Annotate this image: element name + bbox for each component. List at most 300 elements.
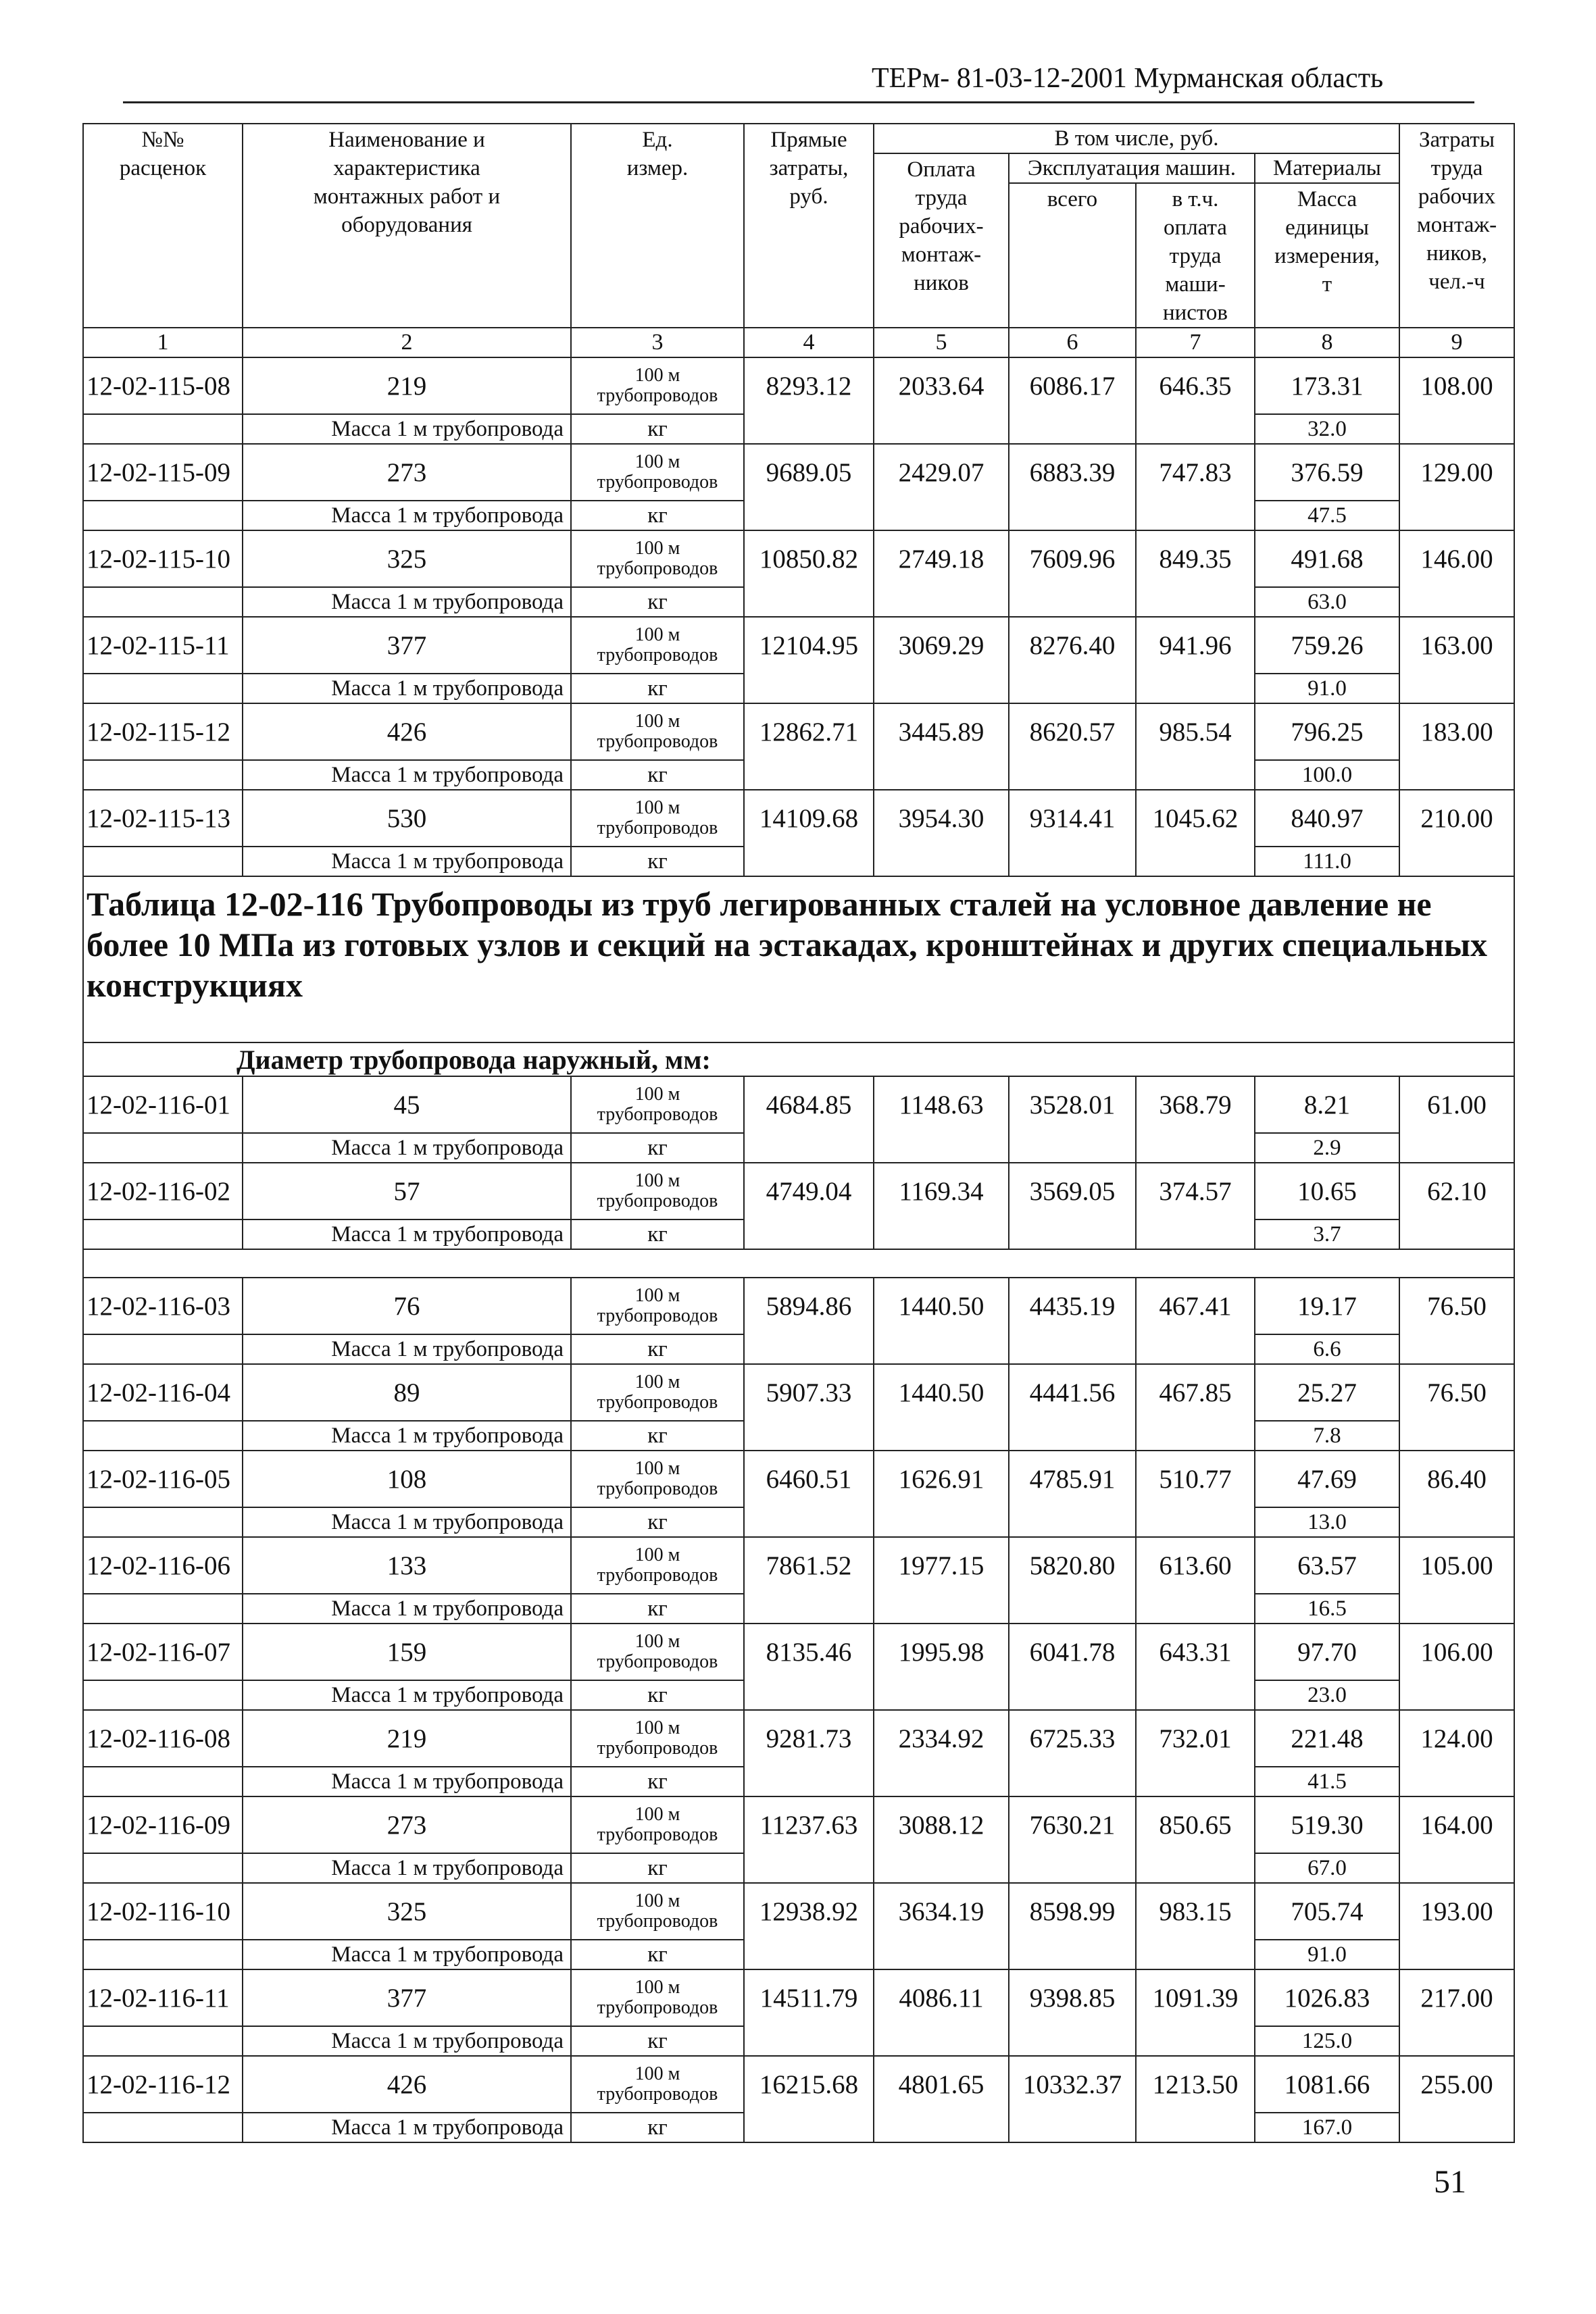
row-spacer xyxy=(1009,1680,1136,1710)
mass-unit: кг xyxy=(571,1334,744,1364)
mass-label: Масса 1 м трубопровода xyxy=(243,1133,571,1163)
mass-label: Масса 1 м трубопровода xyxy=(243,1421,571,1451)
labor-pay: 2334.92 xyxy=(874,1710,1009,1767)
table-row xyxy=(83,1796,1514,1853)
mass-value: 6.6 xyxy=(1255,1334,1399,1364)
row-spacer xyxy=(1399,674,1514,703)
row-spacer xyxy=(744,1133,874,1163)
labor-hours: 108.00 xyxy=(1399,357,1514,414)
row-spacer xyxy=(874,587,1009,617)
row-spacer xyxy=(874,847,1009,876)
direct-cost: 12938.92 xyxy=(744,1883,874,1940)
machinist-pay: 467.41 xyxy=(1136,1278,1255,1334)
pipe-diameter: 108 xyxy=(243,1451,571,1507)
table-row-mass xyxy=(83,1680,1514,1710)
machine-cost: 4441.56 xyxy=(1009,1364,1136,1421)
pipe-diameter: 219 xyxy=(243,357,571,414)
materials-cost: 173.31 xyxy=(1255,357,1399,414)
table-row xyxy=(83,617,1514,674)
col-number: 5 xyxy=(874,328,1009,357)
unit-cell: 100 м трубопроводов xyxy=(571,1076,744,1133)
unit-cell: 100 м трубопроводов xyxy=(571,1537,744,1594)
direct-cost: 14109.68 xyxy=(744,790,874,847)
rate-code: 12-02-116-06 xyxy=(83,1537,243,1594)
row-spacer xyxy=(1399,414,1514,444)
unit-cell: 100 м трубопроводов xyxy=(571,1364,744,1421)
machine-cost: 6041.78 xyxy=(1009,1624,1136,1680)
mass-unit: кг xyxy=(571,1940,744,1969)
price-table xyxy=(82,123,1515,2143)
row-spacer xyxy=(744,1507,874,1537)
row-spacer xyxy=(83,674,243,703)
row-spacer xyxy=(1136,1594,1255,1624)
labor-pay: 1440.50 xyxy=(874,1278,1009,1334)
pipe-diameter: 377 xyxy=(243,1969,571,2026)
row-spacer xyxy=(874,2113,1009,2142)
diameter-subheader: Диаметр трубопровода наружный, мм: xyxy=(83,1042,1514,1076)
document-header: ТЕРм- 81-03-12-2001 Мурманская область xyxy=(872,63,1384,94)
direct-cost: 11237.63 xyxy=(744,1796,874,1853)
row-spacer xyxy=(1009,1507,1136,1537)
mass-unit: кг xyxy=(571,760,744,790)
unit-cell: 100 м трубопроводов xyxy=(571,1710,744,1767)
direct-cost: 14511.79 xyxy=(744,1969,874,2026)
row-spacer xyxy=(874,1133,1009,1163)
mass-unit: кг xyxy=(571,501,744,530)
table-row xyxy=(83,2056,1514,2113)
mass-value: 3.7 xyxy=(1255,1219,1399,1249)
machinist-pay: 747.83 xyxy=(1136,444,1255,501)
row-spacer xyxy=(1136,1767,1255,1796)
machine-cost: 8276.40 xyxy=(1009,617,1136,674)
machine-cost: 6086.17 xyxy=(1009,357,1136,414)
unit-cell: 100 м трубопроводов xyxy=(571,1969,744,2026)
mass-value: 167.0 xyxy=(1255,2113,1399,2142)
row-spacer xyxy=(1399,1334,1514,1364)
mass-label: Масса 1 м трубопровода xyxy=(243,847,571,876)
pipe-diameter: 76 xyxy=(243,1278,571,1334)
col-header-pay: Оплата труда рабочих- монтаж- ников xyxy=(874,153,1009,328)
row-spacer xyxy=(83,2113,243,2142)
mass-label: Масса 1 м трубопровода xyxy=(243,1219,571,1249)
row-spacer xyxy=(83,1334,243,1364)
machinist-pay: 983.15 xyxy=(1136,1883,1255,1940)
machinist-pay: 643.31 xyxy=(1136,1624,1255,1680)
row-spacer xyxy=(874,1219,1009,1249)
materials-cost: 759.26 xyxy=(1255,617,1399,674)
table-row xyxy=(83,1076,1514,1133)
materials-cost: 97.70 xyxy=(1255,1624,1399,1680)
row-spacer xyxy=(83,847,243,876)
labor-hours: 106.00 xyxy=(1399,1624,1514,1680)
mass-label: Масса 1 м трубопровода xyxy=(243,1507,571,1537)
row-spacer xyxy=(1009,1421,1136,1451)
row-spacer xyxy=(83,1594,243,1624)
unit-cell: 100 м трубопроводов xyxy=(571,1796,744,1853)
materials-cost: 491.68 xyxy=(1255,530,1399,587)
row-spacer xyxy=(744,1594,874,1624)
col-header-code: №№ расценок xyxy=(83,124,243,328)
materials-cost: 519.30 xyxy=(1255,1796,1399,1853)
table-row xyxy=(83,1969,1514,2026)
col-header-machinist-pay: в т.ч. оплата труда маши- нистов xyxy=(1136,183,1255,328)
labor-pay: 1440.50 xyxy=(874,1364,1009,1421)
machinist-pay: 850.65 xyxy=(1136,1796,1255,1853)
machinist-pay: 732.01 xyxy=(1136,1710,1255,1767)
rate-code: 12-02-115-11 xyxy=(83,617,243,674)
rate-code: 12-02-116-07 xyxy=(83,1624,243,1680)
pipe-diameter: 159 xyxy=(243,1624,571,1680)
row-spacer xyxy=(1136,1334,1255,1364)
row-spacer xyxy=(874,414,1009,444)
machine-cost: 9398.85 xyxy=(1009,1969,1136,2026)
mass-value: 91.0 xyxy=(1255,674,1399,703)
labor-pay: 2033.64 xyxy=(874,357,1009,414)
machine-cost: 7609.96 xyxy=(1009,530,1136,587)
row-spacer xyxy=(744,2026,874,2056)
row-spacer xyxy=(874,1853,1009,1883)
row-spacer xyxy=(1399,2113,1514,2142)
table-row-mass xyxy=(83,1507,1514,1537)
table-row-mass xyxy=(83,1940,1514,1969)
direct-cost: 5894.86 xyxy=(744,1278,874,1334)
row-spacer xyxy=(1009,587,1136,617)
rate-code: 12-02-116-01 xyxy=(83,1076,243,1133)
labor-pay: 2429.07 xyxy=(874,444,1009,501)
table-row-mass xyxy=(83,414,1514,444)
row-spacer xyxy=(1009,1767,1136,1796)
row-gap xyxy=(83,1249,1514,1278)
direct-cost: 8293.12 xyxy=(744,357,874,414)
unit-cell: 100 м трубопроводов xyxy=(571,1451,744,1507)
row-spacer xyxy=(1136,501,1255,530)
mass-label: Масса 1 м трубопровода xyxy=(243,1767,571,1796)
rate-code: 12-02-116-12 xyxy=(83,2056,243,2113)
mass-unit: кг xyxy=(571,1853,744,1883)
rate-code: 12-02-116-11 xyxy=(83,1969,243,2026)
labor-hours: 129.00 xyxy=(1399,444,1514,501)
machine-cost: 3569.05 xyxy=(1009,1163,1136,1219)
rate-code: 12-02-115-12 xyxy=(83,703,243,760)
mass-value: 23.0 xyxy=(1255,1680,1399,1710)
machinist-pay: 849.35 xyxy=(1136,530,1255,587)
labor-pay: 3069.29 xyxy=(874,617,1009,674)
machinist-pay: 368.79 xyxy=(1136,1076,1255,1133)
pipe-diameter: 530 xyxy=(243,790,571,847)
row-spacer xyxy=(1399,1853,1514,1883)
table-row-mass xyxy=(83,1853,1514,1883)
pipe-diameter: 273 xyxy=(243,1796,571,1853)
row-spacer xyxy=(1399,760,1514,790)
pipe-diameter: 57 xyxy=(243,1163,571,1219)
table-row-mass xyxy=(83,1767,1514,1796)
row-spacer xyxy=(1009,1133,1136,1163)
labor-pay: 1148.63 xyxy=(874,1076,1009,1133)
row-spacer xyxy=(744,414,874,444)
mass-label: Масса 1 м трубопровода xyxy=(243,1940,571,1969)
row-spacer xyxy=(1399,501,1514,530)
row-spacer xyxy=(874,1594,1009,1624)
direct-cost: 8135.46 xyxy=(744,1624,874,1680)
table-row xyxy=(83,530,1514,587)
labor-hours: 146.00 xyxy=(1399,530,1514,587)
table-row-mass xyxy=(83,1594,1514,1624)
row-spacer xyxy=(1399,1133,1514,1163)
row-spacer xyxy=(1136,760,1255,790)
row-spacer xyxy=(1399,587,1514,617)
row-spacer xyxy=(83,501,243,530)
row-spacer xyxy=(744,674,874,703)
rate-code: 12-02-116-09 xyxy=(83,1796,243,1853)
mass-value: 16.5 xyxy=(1255,1594,1399,1624)
row-spacer xyxy=(744,1853,874,1883)
table-row-mass xyxy=(83,760,1514,790)
unit-cell: 100 м трубопроводов xyxy=(571,790,744,847)
labor-pay: 1169.34 xyxy=(874,1163,1009,1219)
mass-unit: кг xyxy=(571,1133,744,1163)
row-spacer xyxy=(1009,760,1136,790)
page-number: 51 xyxy=(1434,2164,1466,2200)
machinist-pay: 1045.62 xyxy=(1136,790,1255,847)
row-spacer xyxy=(874,1334,1009,1364)
labor-hours: 61.00 xyxy=(1399,1076,1514,1133)
pipe-diameter: 377 xyxy=(243,617,571,674)
direct-cost: 5907.33 xyxy=(744,1364,874,1421)
machine-cost: 4435.19 xyxy=(1009,1278,1136,1334)
pipe-diameter: 45 xyxy=(243,1076,571,1133)
table-row-mass xyxy=(83,501,1514,530)
row-spacer xyxy=(1009,674,1136,703)
table-row xyxy=(83,1364,1514,1421)
col-number: 8 xyxy=(1255,328,1399,357)
mass-value: 41.5 xyxy=(1255,1767,1399,1796)
unit-cell: 100 м трубопроводов xyxy=(571,2056,744,2113)
header-rule xyxy=(123,101,1474,103)
mass-value: 100.0 xyxy=(1255,760,1399,790)
row-spacer xyxy=(1136,414,1255,444)
rate-code: 12-02-115-08 xyxy=(83,357,243,414)
row-spacer xyxy=(744,1767,874,1796)
row-spacer xyxy=(1399,847,1514,876)
col-number: 3 xyxy=(571,328,744,357)
mass-label: Масса 1 м трубопровода xyxy=(243,1334,571,1364)
materials-cost: 1081.66 xyxy=(1255,2056,1399,2113)
labor-pay: 3445.89 xyxy=(874,703,1009,760)
pipe-diameter: 325 xyxy=(243,530,571,587)
row-spacer xyxy=(1009,414,1136,444)
unit-cell: 100 м трубопроводов xyxy=(571,1624,744,1680)
row-spacer xyxy=(1009,1334,1136,1364)
mass-unit: кг xyxy=(571,1680,744,1710)
col-header-materials: Материалы xyxy=(1255,153,1399,183)
rate-code: 12-02-115-13 xyxy=(83,790,243,847)
table-row xyxy=(83,790,1514,847)
mass-value: 13.0 xyxy=(1255,1507,1399,1537)
machine-cost: 6725.33 xyxy=(1009,1710,1136,1767)
mass-unit: кг xyxy=(571,847,744,876)
mass-label: Масса 1 м трубопровода xyxy=(243,501,571,530)
mass-value: 2.9 xyxy=(1255,1133,1399,1163)
row-spacer xyxy=(1136,1507,1255,1537)
pipe-diameter: 133 xyxy=(243,1537,571,1594)
row-spacer xyxy=(1009,1940,1136,1969)
unit-cell: 100 м трубопроводов xyxy=(571,1278,744,1334)
row-spacer xyxy=(1399,1594,1514,1624)
mass-label: Масса 1 м трубопровода xyxy=(243,674,571,703)
table-row-mass xyxy=(83,1334,1514,1364)
mass-value: 32.0 xyxy=(1255,414,1399,444)
mass-label: Масса 1 м трубопровода xyxy=(243,1680,571,1710)
row-spacer xyxy=(1009,847,1136,876)
row-spacer xyxy=(83,1421,243,1451)
col-header-direct: Прямые затраты, руб. xyxy=(744,124,874,328)
labor-hours: 76.50 xyxy=(1399,1278,1514,1334)
row-spacer xyxy=(83,1219,243,1249)
labor-pay: 3634.19 xyxy=(874,1883,1009,1940)
rate-code: 12-02-115-10 xyxy=(83,530,243,587)
table-row xyxy=(83,1624,1514,1680)
labor-hours: 255.00 xyxy=(1399,2056,1514,2113)
pipe-diameter: 273 xyxy=(243,444,571,501)
rate-code: 12-02-116-02 xyxy=(83,1163,243,1219)
pipe-diameter: 426 xyxy=(243,2056,571,2113)
rate-code: 12-02-116-04 xyxy=(83,1364,243,1421)
mass-unit: кг xyxy=(571,587,744,617)
machinist-pay: 613.60 xyxy=(1136,1537,1255,1594)
direct-cost: 12104.95 xyxy=(744,617,874,674)
unit-cell: 100 м трубопроводов xyxy=(571,703,744,760)
mass-unit: кг xyxy=(571,1767,744,1796)
row-spacer xyxy=(83,760,243,790)
materials-cost: 19.17 xyxy=(1255,1278,1399,1334)
col-number: 1 xyxy=(83,328,243,357)
row-spacer xyxy=(83,1767,243,1796)
row-spacer xyxy=(874,1421,1009,1451)
machinist-pay: 1091.39 xyxy=(1136,1969,1255,2026)
mass-label: Масса 1 м трубопровода xyxy=(243,1853,571,1883)
table-row xyxy=(83,357,1514,414)
row-gap-cell xyxy=(83,1249,1514,1278)
row-spacer xyxy=(1399,2026,1514,2056)
labor-pay: 1995.98 xyxy=(874,1624,1009,1680)
row-spacer xyxy=(874,2026,1009,2056)
table-title-row xyxy=(83,876,1514,1042)
direct-cost: 9281.73 xyxy=(744,1710,874,1767)
rate-code: 12-02-115-09 xyxy=(83,444,243,501)
mass-label: Масса 1 м трубопровода xyxy=(243,2026,571,2056)
row-spacer xyxy=(1136,847,1255,876)
col-header-exploit: Эксплуатация машин. xyxy=(1009,153,1255,183)
table-row xyxy=(83,703,1514,760)
mass-unit: кг xyxy=(571,1594,744,1624)
mass-value: 7.8 xyxy=(1255,1421,1399,1451)
labor-hours: 124.00 xyxy=(1399,1710,1514,1767)
unit-cell: 100 м трубопроводов xyxy=(571,1163,744,1219)
labor-pay: 1977.15 xyxy=(874,1537,1009,1594)
materials-cost: 840.97 xyxy=(1255,790,1399,847)
labor-hours: 217.00 xyxy=(1399,1969,1514,2026)
direct-cost: 4749.04 xyxy=(744,1163,874,1219)
mass-unit: кг xyxy=(571,1507,744,1537)
labor-hours: 105.00 xyxy=(1399,1537,1514,1594)
row-spacer xyxy=(1136,674,1255,703)
row-spacer xyxy=(744,501,874,530)
row-spacer xyxy=(744,760,874,790)
pipe-diameter: 219 xyxy=(243,1710,571,1767)
row-spacer xyxy=(1009,2113,1136,2142)
row-spacer xyxy=(83,1507,243,1537)
table-row-mass xyxy=(83,847,1514,876)
col-number: 6 xyxy=(1009,328,1136,357)
row-spacer xyxy=(744,1219,874,1249)
labor-pay: 2749.18 xyxy=(874,530,1009,587)
machinist-pay: 374.57 xyxy=(1136,1163,1255,1219)
mass-unit: кг xyxy=(571,2113,744,2142)
mass-unit: кг xyxy=(571,1219,744,1249)
row-spacer xyxy=(744,1421,874,1451)
materials-cost: 705.74 xyxy=(1255,1883,1399,1940)
row-spacer xyxy=(1136,1853,1255,1883)
machine-cost: 5820.80 xyxy=(1009,1537,1136,1594)
row-spacer xyxy=(874,1940,1009,1969)
row-spacer xyxy=(1136,1421,1255,1451)
materials-cost: 10.65 xyxy=(1255,1163,1399,1219)
materials-cost: 796.25 xyxy=(1255,703,1399,760)
row-spacer xyxy=(874,674,1009,703)
labor-hours: 62.10 xyxy=(1399,1163,1514,1219)
row-spacer xyxy=(874,1767,1009,1796)
row-spacer xyxy=(83,587,243,617)
unit-cell: 100 м трубопроводов xyxy=(571,357,744,414)
machine-cost: 3528.01 xyxy=(1009,1076,1136,1133)
unit-cell: 100 м трубопроводов xyxy=(571,1883,744,1940)
pipe-diameter: 89 xyxy=(243,1364,571,1421)
unit-cell: 100 м трубопроводов xyxy=(571,617,744,674)
table-row xyxy=(83,444,1514,501)
mass-label: Масса 1 м трубопровода xyxy=(243,2113,571,2142)
mass-label: Масса 1 м трубопровода xyxy=(243,414,571,444)
mass-unit: кг xyxy=(571,674,744,703)
materials-cost: 221.48 xyxy=(1255,1710,1399,1767)
row-spacer xyxy=(1399,1940,1514,1969)
row-spacer xyxy=(874,1680,1009,1710)
machine-cost: 4785.91 xyxy=(1009,1451,1136,1507)
rate-code: 12-02-116-08 xyxy=(83,1710,243,1767)
machine-cost: 8598.99 xyxy=(1009,1883,1136,1940)
labor-hours: 183.00 xyxy=(1399,703,1514,760)
direct-cost: 6460.51 xyxy=(744,1451,874,1507)
subheader-row xyxy=(83,1042,1514,1076)
mass-label: Масса 1 м трубопровода xyxy=(243,1594,571,1624)
materials-cost: 1026.83 xyxy=(1255,1969,1399,2026)
col-header-total: всего xyxy=(1009,183,1136,328)
labor-hours: 210.00 xyxy=(1399,790,1514,847)
mass-value: 47.5 xyxy=(1255,501,1399,530)
table-row xyxy=(83,1883,1514,1940)
row-spacer xyxy=(874,760,1009,790)
rate-code: 12-02-116-03 xyxy=(83,1278,243,1334)
labor-hours: 86.40 xyxy=(1399,1451,1514,1507)
row-spacer xyxy=(1399,1767,1514,1796)
row-spacer xyxy=(1399,1680,1514,1710)
direct-cost: 4684.85 xyxy=(744,1076,874,1133)
machine-cost: 8620.57 xyxy=(1009,703,1136,760)
col-number: 4 xyxy=(744,328,874,357)
labor-hours: 163.00 xyxy=(1399,617,1514,674)
mass-value: 125.0 xyxy=(1255,2026,1399,2056)
machine-cost: 7630.21 xyxy=(1009,1796,1136,1853)
table-row-mass xyxy=(83,1133,1514,1163)
